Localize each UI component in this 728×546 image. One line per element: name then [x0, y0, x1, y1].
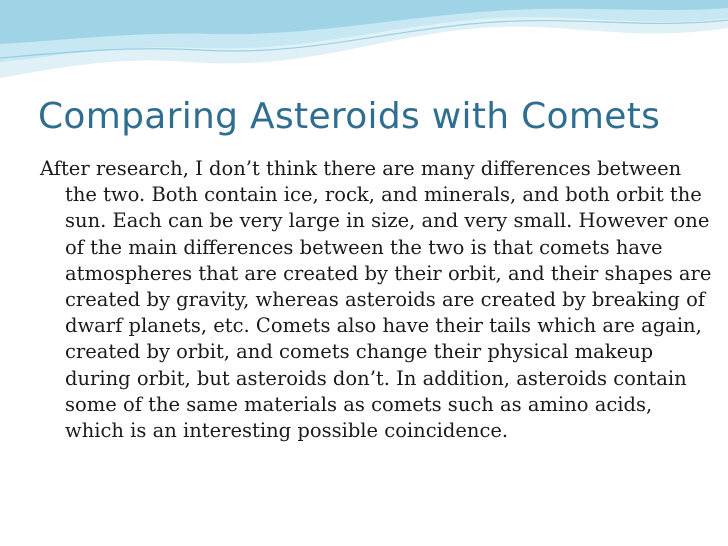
slide-title: Comparing Asteroids with Comets — [38, 96, 661, 137]
wave-header-decoration — [0, 0, 728, 90]
slide-body-text: After research, I don’t think there are many differences between the two. Both contain ice, rock, and minerals, and both orbit the sun. Each can be very large in size, and very small. However one of the main differences between the two is that comets have atmospheres that are created by their orbit, and their shapes are created by gravity, whereas asteroids are created by breaking of dwarf planets, etc. Comets also have their tails which are again, created by orbit, and comets change their physical makeup during orbit, but asteroids don’t. In addition, asteroids contain some of the same materials as comets such as amino acids, which is an interesting possible coincidence. — [40, 157, 712, 443]
